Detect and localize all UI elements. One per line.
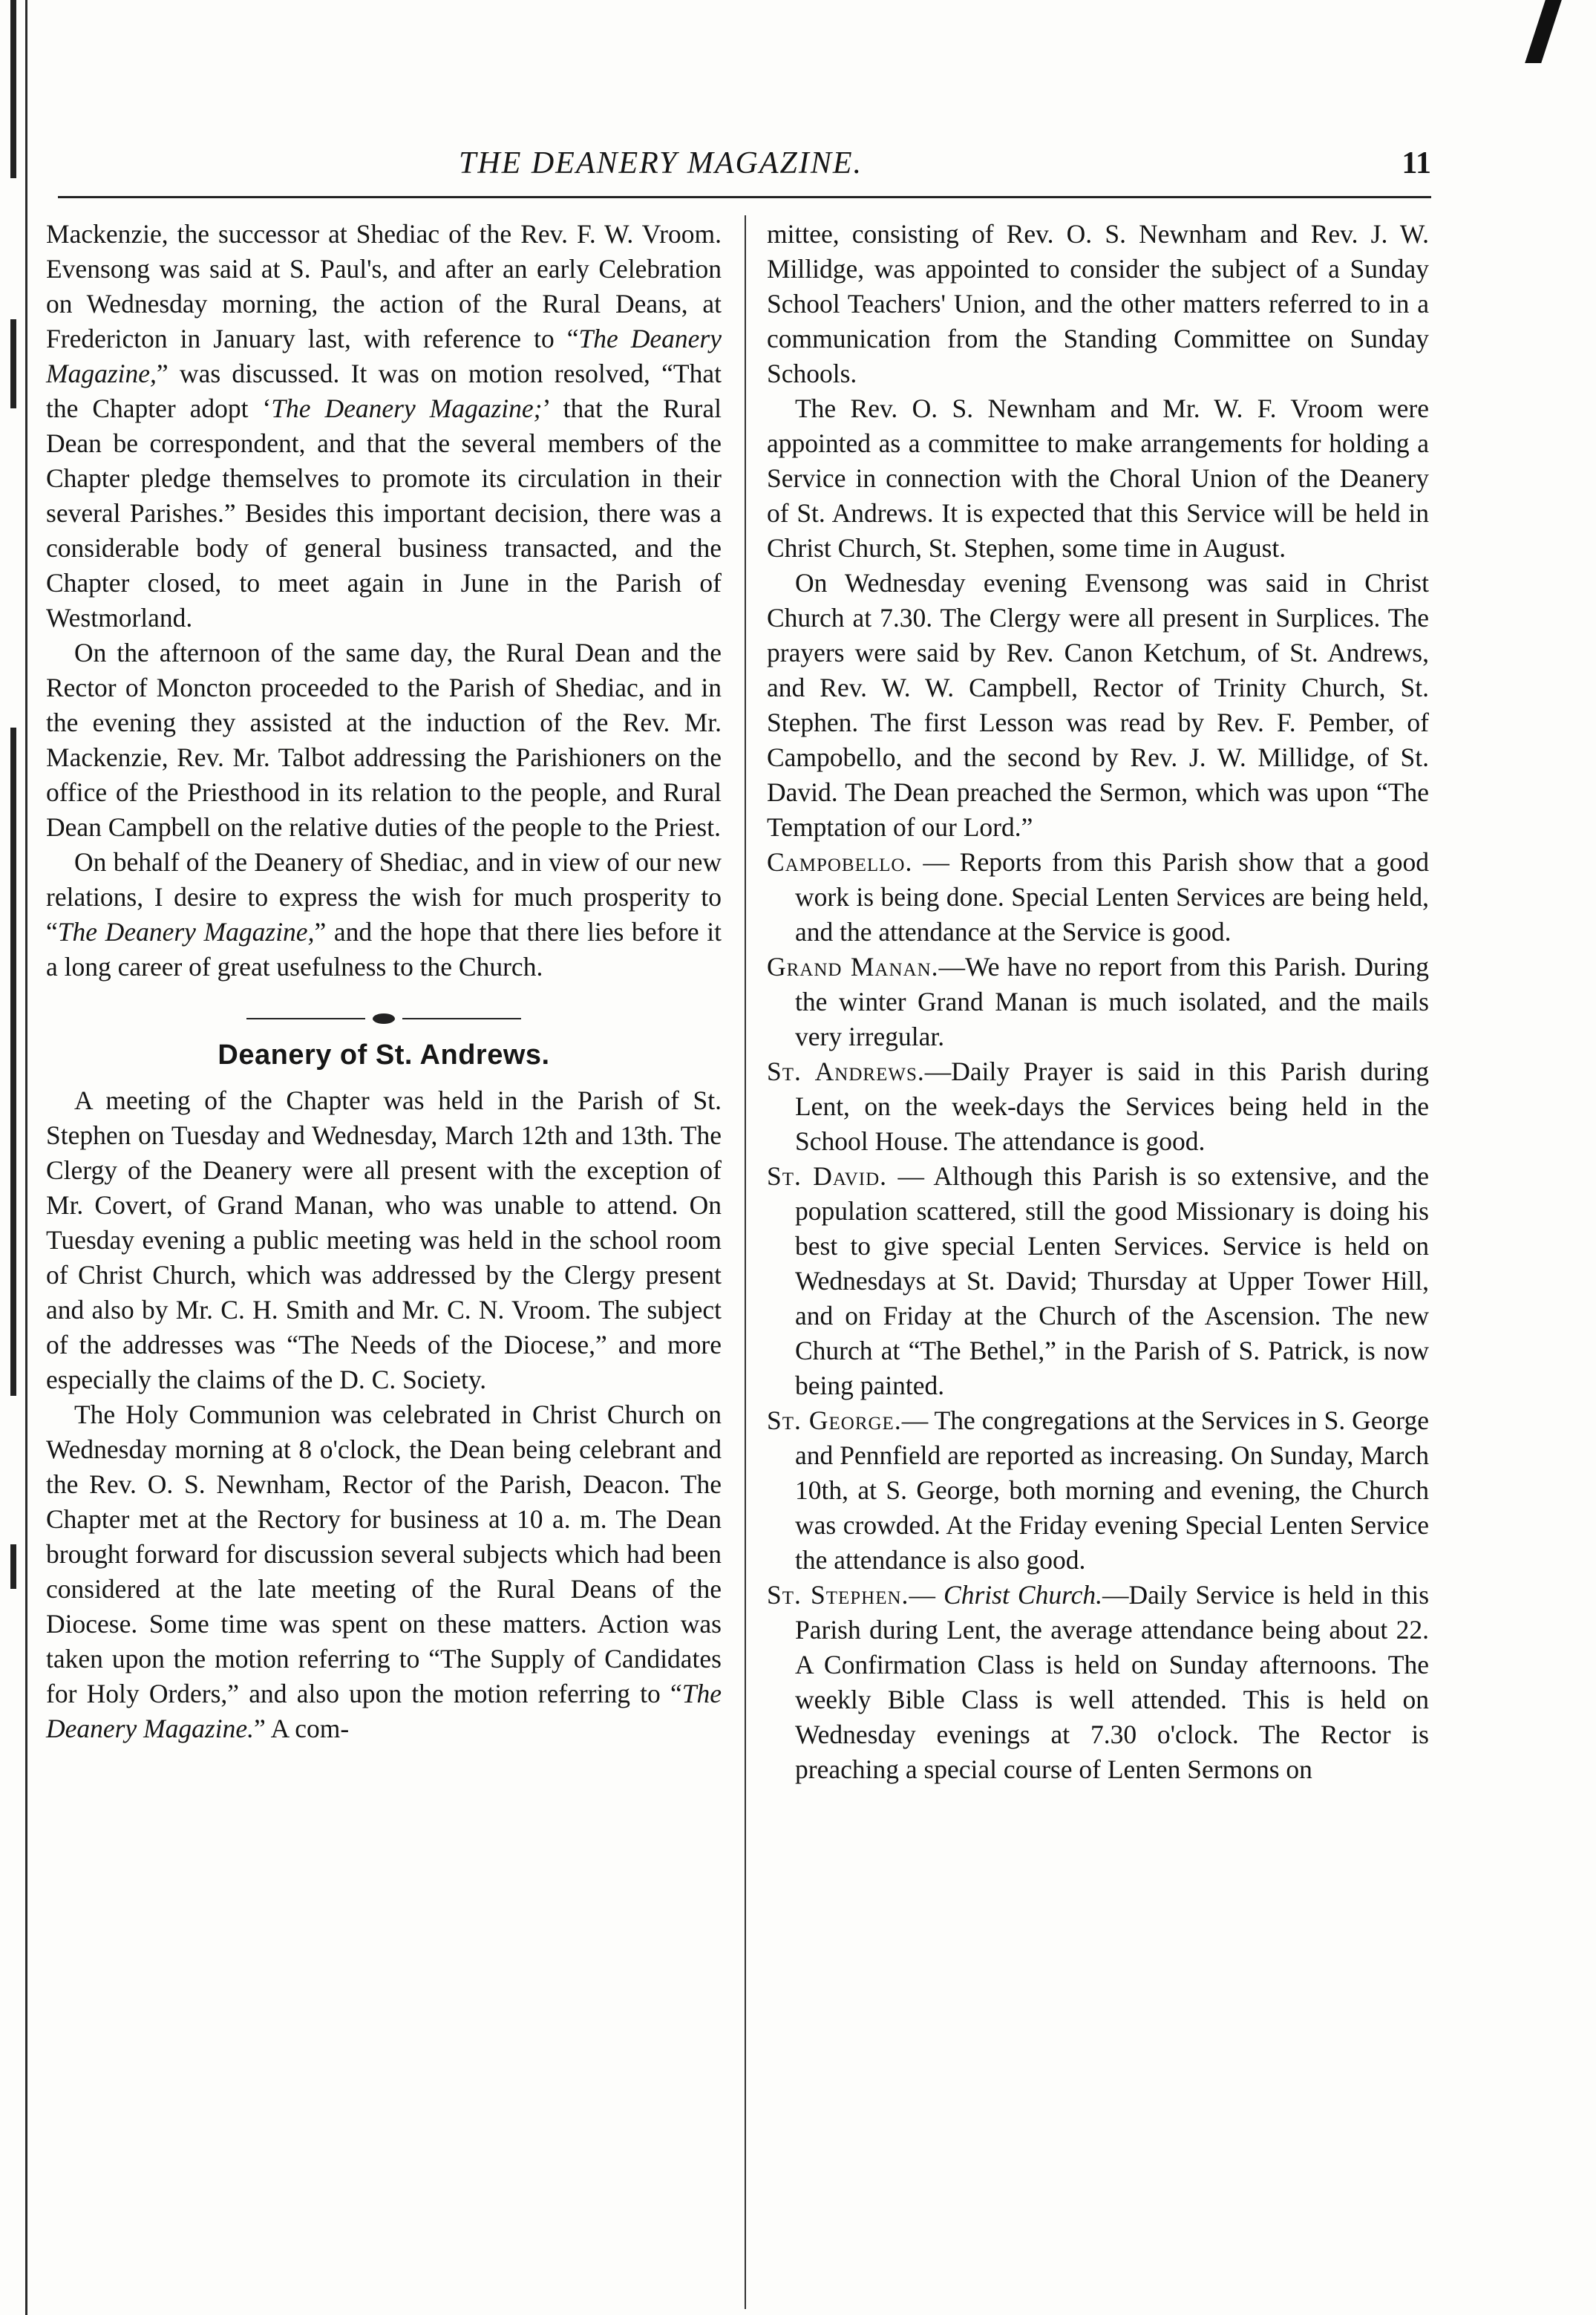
paragraph: The Holy Communion was celebrated in Christ Church on Wednesday morning at 8 o'clock, the Dean being celebrant and the Rev. O. S. Newnham, Rector of the Parish, Deacon. The Chapter met at the Rectory for business at 10 a. m. The Dean brought forward for discussion several subjects which had been considered at the late meeting of the Rural Deans of the Diocese. Some time was spent on these matters. Action was taken upon the motion referring to “The Supply of Candidates for Holy Orders,” and also upon the motion referring to “The Deanery Magazine.” A com-: [46, 1400, 722, 1743]
parish-report-grand-manan: Grand Manan.—We have no report from this Parish. During the winter Grand Manan is much isolated, and the mails very irregular.: [767, 952, 1429, 1051]
magazine-title: The Deanery Magazine.: [46, 1679, 722, 1743]
church-name: Christ Church.: [943, 1580, 1102, 1610]
parish-name: St. Andrews.: [767, 1057, 925, 1086]
parish-name: St. George.: [767, 1405, 902, 1435]
parish-report-campobello: Campobello. — Reports from this Parish show that a good work is being done. Special Lenten Services are being held, and the attendance at the Service is good.: [767, 847, 1429, 947]
page-header: [58, 146, 1431, 190]
paragraph: A meeting of the Chapter was held in the Parish of St. Stephen on Tuesday and Wednesday, March 12th and 13th. The Clergy of the Deanery were all present with the exception of Mr. Covert, of Grand Manan, who was unable to attend. On Tuesday evening a public meeting was held in the school room of Christ Church, which was addressed by the Clergy present and also by Mr. C. H. Smith and Mr. C. N. Vroom. The subject of the addresses was “The Needs of the Diocese,” and more especially the claims of the D. C. Society.: [46, 1085, 722, 1394]
magazine-title: The Deanery Magazine,: [57, 917, 315, 947]
parish-report-st-david: St. David. — Although this Parish is so extensive, and the population scattered, still the good Missionary is doing his best to give special Lenten Services. Service is held on Wednesdays at St. David; Thursday at Upper Tower Hill, and on Friday at the Church of the Ascension. The new Church at “The Bethel,” in the Parish of S. Patrick, is now being painted.: [767, 1161, 1429, 1400]
section-heading: Deanery of St. Andrews.: [218, 1039, 550, 1071]
section-divider-ornament: [246, 1013, 521, 1025]
parish-name: St. David.: [767, 1161, 888, 1191]
right-column: [767, 217, 1429, 1787]
paragraph: On Wednesday evening Evensong was said in Christ Church at 7.30. The Clergy were all present in Surplices. The prayers were said by Rev. Canon Ketchum, of St. Andrews, and Rev. W. W. Campbell, Rector of Trinity Church, St. Stephen. The first Lesson was read by Rev. F. Pember, of Campobello, and the second by Rev. J. W. Millidge, of St. David. The Dean preached the Sermon, which was upon “The Temptation of our Lord.”: [767, 568, 1429, 842]
scan-binding-edge: [6, 0, 27, 2315]
left-column: [46, 217, 722, 1746]
parish-report-st-andrews: St. Andrews.—Daily Prayer is said in this Parish during Lent, on the week-days the Services being held in the School House. The attendance is good.: [767, 1057, 1429, 1156]
scan-corner-mark: [1525, 0, 1562, 63]
parish-report-st-george: St. George.— The congregations at the Services in S. George and Pennfield are reported as increasing. On Sunday, March 10th, at S. George, both morning and evening, the Church was crowded. At the Friday evening Special Lenten Service the attendance is also good.: [767, 1405, 1429, 1575]
paragraph: Mackenzie, the successor at Shediac of the Rev. F. W. Vroom. Evensong was said at S. Paul's, and after an early Celebration on Wednesday morning, the action of the Rural Deans, at Fredericton in January last, with reference to “The Deanery Magazine,” was discussed. It was on motion resolved, “That the Chapter adopt ‘The Deanery Magazine;’ that the Rural Dean be correspondent, and that the several members of the Chapter pledge themselves to promote its circulation in their several Parishes.” Besides this important decision, there was a considerable body of general business transacted, and the Chapter closed, to meet again in June in the Parish of Westmorland.: [46, 219, 722, 633]
parish-name: St. Stephen.: [767, 1580, 909, 1610]
paragraph: The Rev. O. S. Newnham and Mr. W. F. Vroom were appointed as a committee to make arrangements for holding a Service in connection with the Choral Union of the Deanery of St. Andrews. It is expected that this Service will be held in Christ Church, St. Stephen, some time in August.: [767, 394, 1429, 563]
paragraph: On the afternoon of the same day, the Rural Dean and the Rector of Moncton proceeded to the Parish of Shediac, and in the evening they assisted at the induction of the Rev. Mr. Mackenzie, Rev. Mr. Talbot addressing the Parishioners on the office of the Priesthood in its relation to the people, and Rural Dean Campbell on the relative duties of the people to the Priest.: [46, 638, 722, 842]
parish-name: Campobello.: [767, 847, 913, 877]
parish-report-st-stephen: St. Stephen.— Christ Church.—Daily Service is held in this Parish during Lent, the average attendance being about 22. A Confirmation Class is held on Sunday afternoons. The weekly Bible Class is well attended. This is held on Wednesday evenings at 7.30 o'clock. The Rector is preaching a special course of Lenten Sermons on: [767, 1580, 1430, 1784]
magazine-title: The Deanery Magazine,: [46, 324, 722, 388]
page-number: 11: [1402, 146, 1431, 180]
magazine-title: The Deanery Magazine;: [271, 394, 543, 423]
running-title: THE DEANERY MAGAZINE.: [459, 146, 863, 180]
parish-name: Grand Manan.: [767, 952, 939, 982]
header-rule: [58, 196, 1431, 198]
column-divider: [745, 215, 746, 2309]
paragraph: On behalf of the Deanery of Shediac, and in view of our new relations, I desire to express the wish for much prosperity to “The Deanery Magazine,” and the hope that there lies before it a long career of great usefulness to the Church.: [46, 847, 722, 982]
paragraph: mittee, consisting of Rev. O. S. Newnham and Rev. J. W. Millidge, was appointed to consider the subject of a Sunday School Teachers' Union, and the other matters referred to in a communication from the Standing Committee on Sunday Schools.: [767, 219, 1429, 388]
